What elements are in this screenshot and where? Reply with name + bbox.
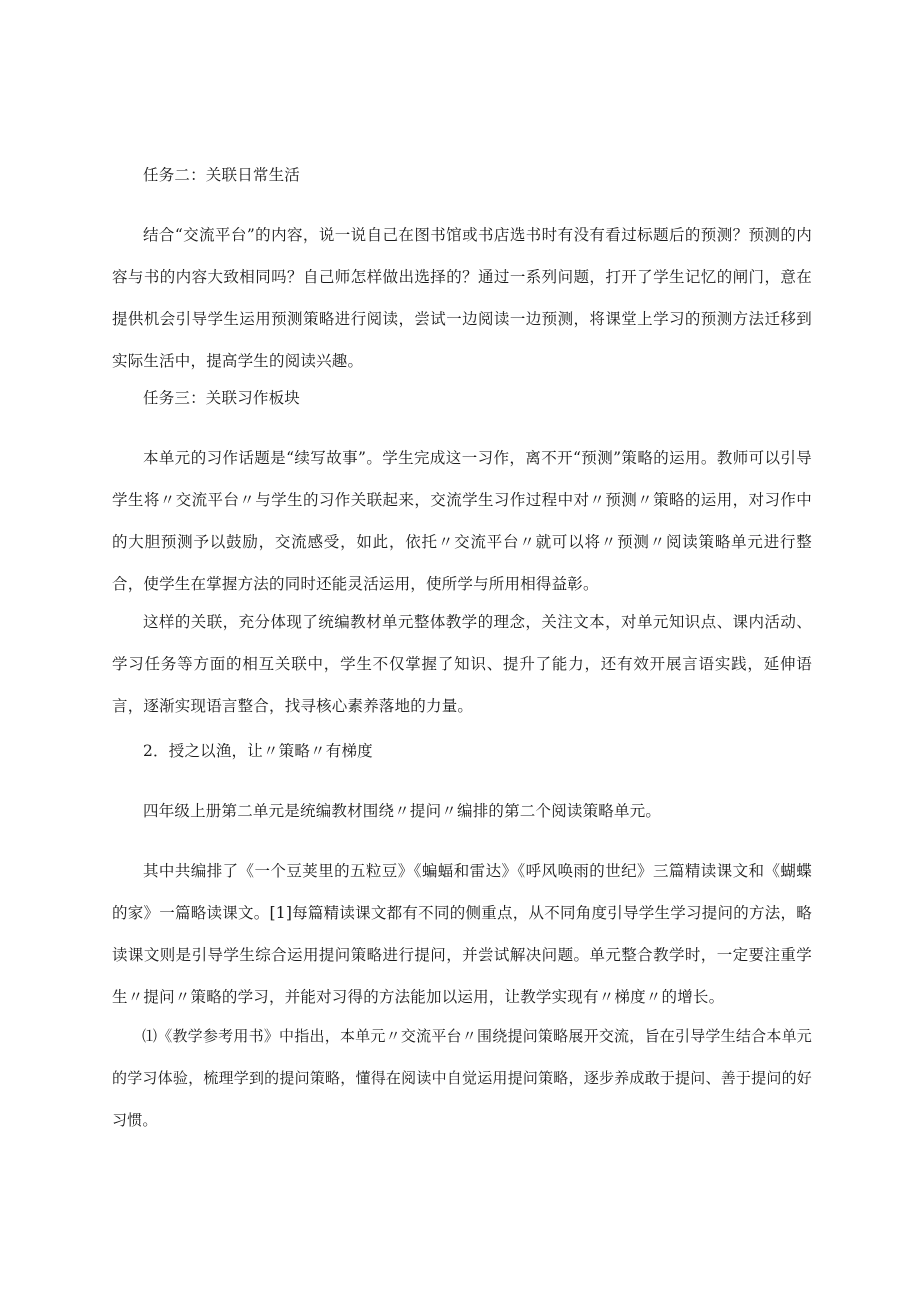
footnote-paragraph: ⑴《教学参考用书》中指出，本单元〃交流平台〃围绕提问策略展开交流，旨在引导学生结合本单元的学习体验，梳理学到的提问策略，懂得在阅读中自觉运用提问策略，逐步养成敢于提问、善于提问的好习惯。 — [112, 1027, 812, 1129]
task3-paragraph: 本单元的习作话题是“续写故事”。学生完成这一习作，离不开“预测”策略的运用。教师可以引导学生将〃交流平台〃与学生的习作关联起来，交流学生习作过程中对〃预测〃策略的运用，对习作中的大胆预测予以鼓励，交流感受，如此，依托〃交流平台〃就可以将〃预测〃阅读策略单元进行整合，使学生在掌握方法的同时还能灵活运用，使所学与所用相得益彰。 — [112, 449, 812, 593]
task2-heading: 任务二：关联日常生活 — [143, 166, 301, 184]
task3-heading: 任务三：关联习作板块 — [143, 389, 301, 407]
section2-body-paragraph: 其中共编排了《一个豆荚里的五粒豆》《蝙蝠和雷达》《呼风唤雨的世纪》三篇精读课文和《蝴蝶的家》一篇略读课文。[1]每篇精读课文都有不同的侧重点，从不同角度引导学生学习提问的方法，略读课文则是引导学生综合运用提问策略进行提问，并尝试解决问题。单元整合教学时，一定要注重学生〃提问〃策略的学习，并能对习得的方法能加以运用，让教学实现有〃梯度〃的增长。 — [112, 862, 812, 1006]
section2-heading: 2．授之以渔，让〃策略〃有梯度 — [143, 742, 373, 760]
summary-paragraph: 这样的关联，充分体现了统编教材单元整体教学的理念，关注文本，对单元知识点、课内活动、学习任务等方面的相互关联中，学生不仅掌握了知识、提升了能力，还有效开展言语实践，延伸语言，逐渐实现语言整合，找寻核心素养落地的力量。 — [112, 613, 812, 715]
task2-paragraph: 结合“交流平台”的内容，说一说自己在图书馆或书店选书时有没有看过标题后的预测？预测的内容与书的内容大致相同吗？自己师怎样做出选择的？通过一系列问题，打开了学生记忆的闸门，意在提供机会引导学生运用预测策略进行阅读，尝试一边阅读一边预测，将课堂上学习的预测方法迁移到实际生活中，提高学生的阅读兴趣。 — [112, 226, 812, 370]
section2-intro-paragraph: 四年级上册第二单元是统编教材围绕〃提问〃编排的第二个阅读策略单元。 — [143, 802, 662, 820]
